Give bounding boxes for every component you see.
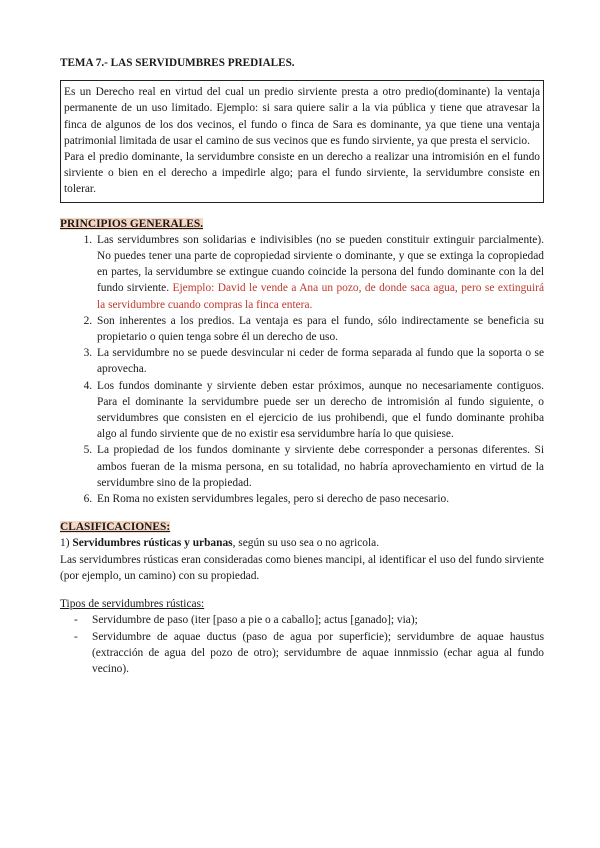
principios-heading: [60, 216, 544, 232]
page-title: TEMA 7.- LAS SERVIDUMBRES PREDIALES.: [60, 57, 295, 69]
principios-heading-text: PRINCIPIOS GENERALES.: [60, 217, 204, 230]
clasificaciones-heading-text: CLASIFICACIONES:: [60, 521, 171, 534]
definition-paragraph-1: Es un Derecho real en virtud del cual un predio sirviente presta a otro predio(dominante) la ventaja permanente de un uso limitado. Ejemplo: si sara quiere salir a la via pública y tiene que atravesar la finca de algunos de los dos vecinos, el fundo o finca de Sara es dominante, ya que tiene una ventaja patrimonial limitada de usar el camino de sus vecinos que es fundo sirviente, ya que presta el servicio.: [64, 86, 540, 147]
tipo-2-text: Servidumbre de aquae ductus (paso de agua por superficie); servidumbre de aquae haustus (extracción de agua del pozo de otro); servidumbre de aquae innmissio (echar agua al fundo vecino).: [92, 630, 544, 675]
clasificacion-1-rest: , según su uso sea o no agricola.: [232, 537, 380, 550]
list-item: [74, 612, 544, 628]
list-item: 6. En Roma no existen servidumbres legales, pero si derecho de paso necesario.: [95, 491, 544, 507]
list-item: 5. La propiedad de los fundos dominante y sirviente debe corresponder a personas diferentes. Si ambos fueran de la misma persona, en su totalidad, no habría aprovechamiento en virtud de la servidumbre sino de la propiedad.: [95, 442, 544, 491]
dash-bullet: -: [74, 614, 78, 627]
clasificacion-1-title: Servidumbres rústicas y urbanas: [72, 537, 233, 550]
tipos-heading: Tipos de servidumbres rústicas:: [60, 598, 205, 611]
clasificacion-paragraph: Las servidumbres rústicas eran consideradas como bienes mancipi, al identificar el uso del fundo sirviente (por ejemplo, un camino) con su propiedad.: [60, 553, 544, 582]
list-item: 3. La servidumbre no se puede desvincular ni ceder de forma separada al fundo que la soporta o se aprovecha.: [95, 345, 544, 377]
document-page: [60, 55, 544, 677]
clasificaciones-heading: [60, 519, 544, 535]
tipo-1-text: Servidumbre de paso (iter [paso a pie o a caballo]; actus [ganado]; via);: [92, 614, 418, 627]
definition-paragraph-2: Para el predio dominante, la servidumbre consiste en un derecho a realizar una intromisión en el fundo sirviente o bien en el derecho a impedirle algo; para el fundo sirviente, la servidumbre consiste en tolerar.: [64, 151, 540, 196]
clasificacion-1: [60, 535, 544, 551]
list-item: 4. Los fundos dominante y sirviente deben estar próximos, aunque no necesariamente contiguos. Para el dominante la servidumbre puede ser un derecho de intromisión al fundo siguiente, o servidumbres que consisten en el ejercicio de ius prohibendi, que el fundo dominante prohiba algo al fundo sirviente que de no existir esa servidumbre haría lo que quisiese.: [95, 378, 544, 443]
dash-bullet: -: [74, 630, 78, 643]
principios-list: [60, 232, 544, 507]
list-item: 2. Son inherentes a los predios. La ventaja es para el fundo, sólo indirectamente se beneficia su propietario o quien tenga sobre él un derecho de uso.: [95, 313, 544, 345]
tipos-list: [60, 612, 544, 677]
principio-1-example: Ejemplo: David le vende a Ana un pozo, de donde saca agua, pero se extinguirá la servidumbre cuando compras la finca entera.: [97, 282, 544, 311]
principio-1-text: Las servidumbres son solidarias e indivisibles (no se pueden constituir extinguir parcialmente). No puedes tener una parte de copropiedad sirviente o dominante, y que se extinga la copropiedad en partes, la servidumbre se extingue cuando coincide la persona del fundo dominante con la del fundo sirviente.: [97, 233, 544, 295]
list-item: [95, 232, 544, 313]
definition-box: [60, 80, 544, 202]
list-item: [74, 629, 544, 678]
clasificacion-1-number: 1): [60, 537, 70, 550]
section-spacer: [60, 507, 544, 519]
